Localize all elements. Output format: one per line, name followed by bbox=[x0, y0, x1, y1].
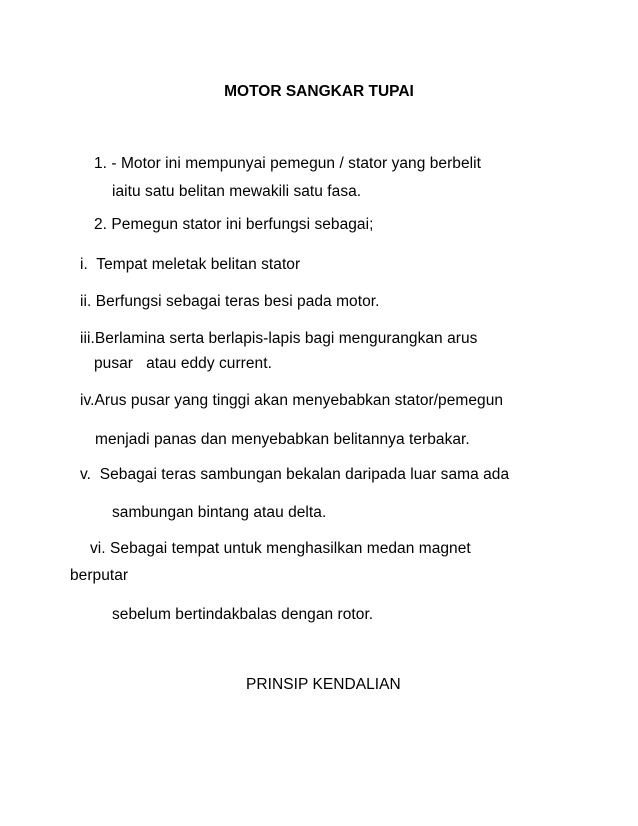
list-item-continuation: sebelum bertindakbalas dengan rotor. bbox=[112, 606, 374, 623]
list-item-continuation: pusar atau eddy current. bbox=[94, 355, 272, 372]
list-item-continuation: berputar bbox=[70, 567, 129, 584]
list-item: ii. Berfungsi sebagai teras besi pada motor. bbox=[80, 293, 380, 310]
list-item-continuation: sambungan bintang atau delta. bbox=[112, 504, 327, 521]
paragraph-line: 1. - Motor ini mempunyai pemegun / stator yang berbelit bbox=[94, 155, 481, 172]
list-item: v. Sebagai teras sambungan bekalan daripada luar sama ada bbox=[80, 466, 510, 483]
list-item: vi. Sebagai tempat untuk menghasilkan medan magnet bbox=[90, 540, 471, 557]
list-item: iv.Arus pusar yang tinggi akan menyebabkan stator/pemegun bbox=[80, 392, 504, 409]
paragraph-line: iaitu satu belitan mewakili satu fasa. bbox=[112, 183, 362, 200]
document-title: MOTOR SANGKAR TUPAI bbox=[224, 83, 414, 100]
paragraph-line: 2. Pemegun stator ini berfungsi sebagai; bbox=[94, 216, 374, 233]
list-item-continuation: menjadi panas dan menyebabkan belitannya terbakar. bbox=[95, 431, 470, 448]
list-item: iii.Berlamina serta berlapis-lapis bagi mengurangkan arus bbox=[80, 330, 478, 347]
list-item: i. Tempat meletak belitan stator bbox=[80, 256, 301, 273]
section-heading: PRINSIP KENDALIAN bbox=[246, 676, 401, 693]
